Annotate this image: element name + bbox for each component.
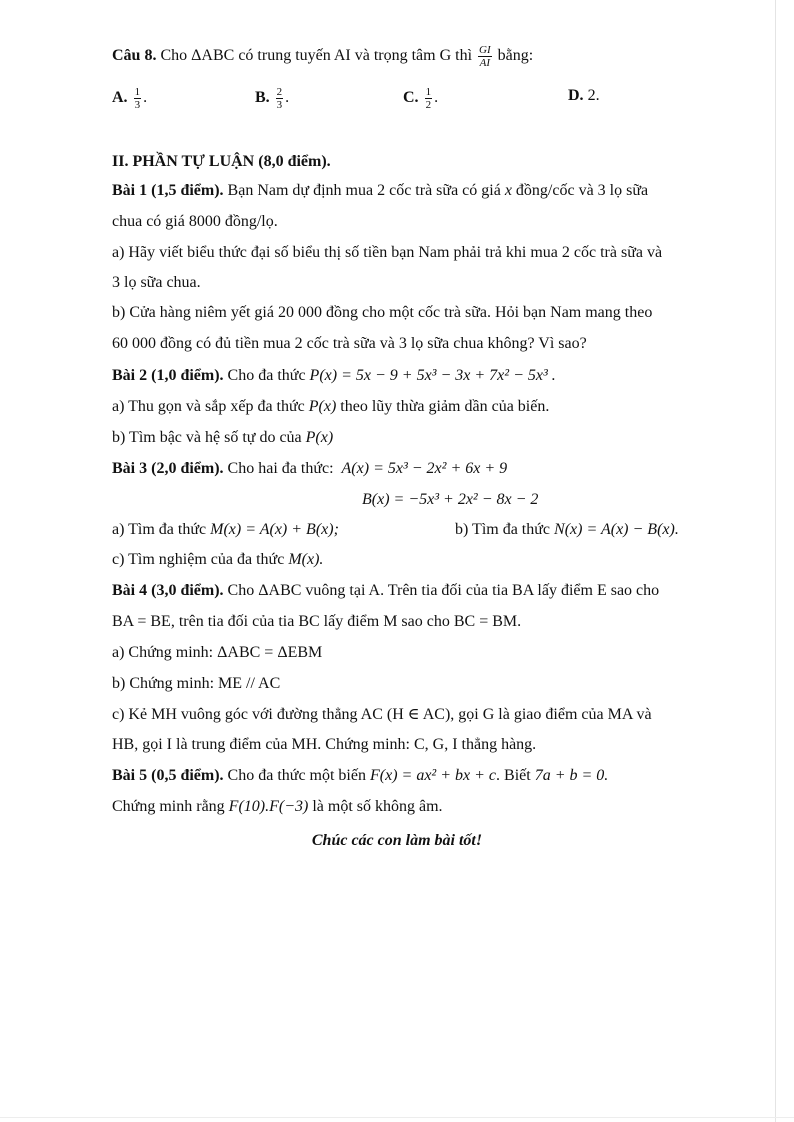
option-a[interactable]: A. $\frac{1}{3}$ . <box>112 86 148 111</box>
problem-1a: a) Hãy viết biểu thức đại số biểu thị số tiền bạn Nam phải trả khi mua 2 cốc trà sữa và <box>112 244 663 261</box>
problem-1-line2: chua có giá 8000 đồng/lọ. <box>112 213 278 230</box>
answer-options <box>112 86 712 110</box>
problem-3: Bài 3 (2,0 điểm). Cho hai đa thức: A(x) = 5x³ − 2x² + 6x + 9 <box>112 460 508 477</box>
problem-2a: a) Thu gọn và sắp xếp đa thức P(x) theo lũy thừa giảm dần của biến. <box>112 398 550 415</box>
scan-edge-bottom <box>0 1117 794 1118</box>
section-title: II. PHẦN TỰ LUẬN (8,0 điểm). <box>112 153 331 170</box>
option-c[interactable]: C. $\frac{1}{2}$ . <box>403 86 439 111</box>
problem-4: Bài 4 (3,0 điểm). Cho ΔABC vuông tại A. Trên tia đối của tia BA lấy điểm E sao cho <box>112 582 660 599</box>
question-8 <box>112 44 533 69</box>
problem-2: Bài 2 (1,0 điểm). Cho đa thức P(x) = 5x − 9 + 5x³ − 3x + 7x² − 5x³ . <box>112 367 556 384</box>
question-label: Câu 8. <box>112 47 157 65</box>
option-d[interactable]: D. 2. <box>568 87 600 104</box>
problem-3a: a) Tìm đa thức M(x) = A(x) + B(x); <box>112 521 339 538</box>
option-b[interactable]: B. $\frac{2}{3}$ . <box>255 86 290 111</box>
problem-5: Bài 5 (0,5 điểm). Cho đa thức một biến F(x) = ax² + bx + c. Biết 7a + b = 0. <box>112 767 609 784</box>
question-text: Cho ΔABC có trung tuyến AI và trọng tâm G thì <box>160 47 473 65</box>
problem-4c-line2: HB, gọi I là trung điểm của MH. Chứng minh: C, G, I thẳng hàng. <box>112 736 537 753</box>
problem-4c: c) Kẻ MH vuông góc với đường thẳng AC (H ∈ AC), gọi G là giao điểm của MA và <box>112 706 652 723</box>
question-text: bằng: <box>497 47 534 65</box>
problem-1b-line2: 60 000 đồng có đủ tiền mua 2 cốc trà sữa và 3 lọ sữa chua không? Vì sao? <box>112 335 587 352</box>
problem-1b: b) Cửa hàng niêm yết giá 20 000 đồng cho một cốc trà sữa. Hỏi bạn Nam mang theo <box>112 304 653 321</box>
scan-edge-right <box>775 0 776 1122</box>
problem-1a-line2: 3 lọ sữa chua. <box>112 274 201 291</box>
fraction: $\frac{GI}{AI}$ <box>479 44 491 69</box>
problem-4-line2: BA = BE, trên tia đối của tia BC lấy điểm M sao cho BC = BM. <box>112 613 522 630</box>
problem-4b: b) Chứng minh: ME // AC <box>112 675 281 692</box>
problem-2b: b) Tìm bậc và hệ số tự do của P(x) <box>112 429 334 446</box>
problem-3c: c) Tìm nghiệm của đa thức M(x). <box>112 551 324 568</box>
problem-4a: a) Chứng minh: ΔABC = ΔEBM <box>112 644 323 661</box>
problem-1: Bài 1 (1,5 điểm). Bạn Nam dự định mua 2 cốc trà sữa có giá x đồng/cốc và 3 lọ sữa <box>112 182 649 199</box>
polynomial-formula: P(x) = 5x − 9 + 5x³ − 3x + 7x² − 5x³ . <box>309 367 556 384</box>
problem-5-line2: Chứng minh rằng F(10).F(−3) là một số không âm. <box>112 798 443 815</box>
polynomial-b: B(x) = −5x³ + 2x² − 8x − 2 <box>362 491 539 508</box>
polynomial-a: A(x) = 5x³ − 2x² + 6x + 9 <box>341 460 508 477</box>
closing-message: Chúc các con làm bài tốt! <box>311 832 483 849</box>
problem-3b: b) Tìm đa thức N(x) = A(x) − B(x). <box>455 521 679 538</box>
